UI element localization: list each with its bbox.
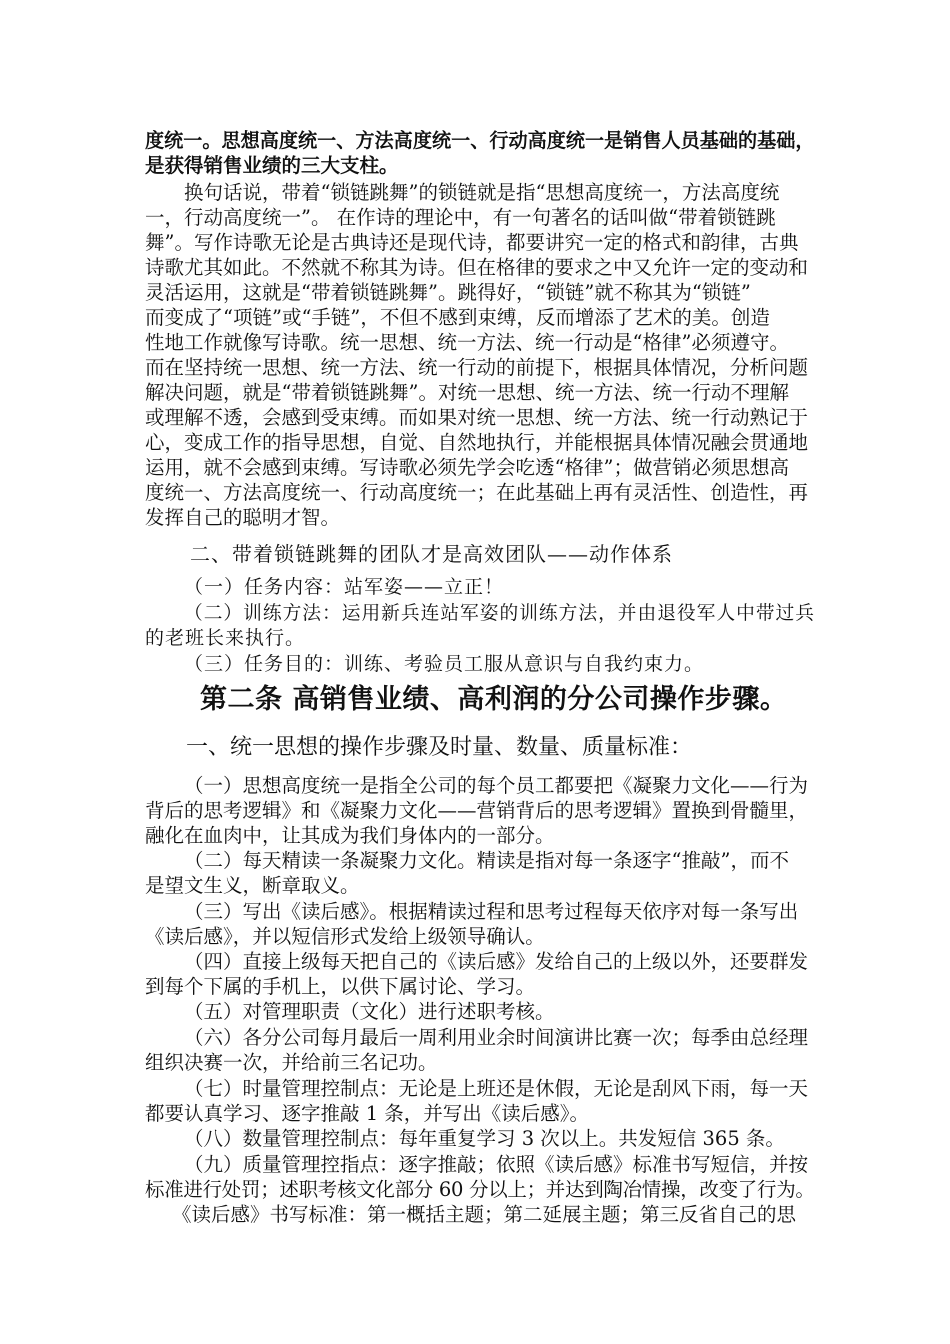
paragraph-line: 而变成了“项链”或“手链”，不但不感到束缚，反而增添了艺术的美。创造 bbox=[145, 306, 770, 329]
list-item: 标准进行处罚；述职考核文化部分 60 分以上；并达到陶冶情操，改变了行为。 bbox=[145, 1178, 815, 1201]
paragraph-line: 灵活运用，这就是“带着锁链跳舞”。跳得好，“锁链”就不称其为“锁链” bbox=[145, 281, 751, 304]
list-item: （二）每天精读一条凝聚力文化。精读是指对每一条逐字“推敲”，而不 bbox=[184, 849, 789, 872]
paragraph-line: 舞”。写作诗歌无论是古典诗还是现代诗，都要讲究一定的格式和韵律，古典 bbox=[145, 231, 799, 254]
task-item: 的老班长来执行。 bbox=[145, 627, 306, 649]
list-item: （九）质量管理控指点：逐字推敲；依照《读后感》标准书写短信，并按 bbox=[184, 1153, 809, 1176]
list-item: 融化在血肉中，让其成为我们身体内的一部分。 bbox=[145, 824, 555, 847]
paragraph-line: 发挥自己的聪明才智。 bbox=[145, 506, 341, 529]
article-title: 第二条 高销售业绩、高利润的分公司操作步骤。 bbox=[200, 684, 788, 715]
paragraph-line: 性地工作就像写诗歌。统一思想、统一方法、统一行动是“格律”必须遵守。 bbox=[145, 331, 789, 354]
list-item: 组织决赛一次，并给前三名记功。 bbox=[145, 1051, 438, 1074]
paragraph-line: 是获得销售业绩的三大支柱。 bbox=[145, 154, 399, 177]
list-item: （五）对管理职责（文化）进行述职考核。 bbox=[184, 1000, 555, 1023]
paragraph-line: 换句话说，带着“锁链跳舞”的锁链就是指“思想高度统一，方法高度统 bbox=[184, 181, 780, 204]
paragraph-line: 心，变成工作的指导思想，自觉、自然地执行，并能根据具体情况融会贯通地 bbox=[145, 431, 809, 454]
list-item: 到每个下属的手机上，以供下属讨论、学习。 bbox=[145, 975, 536, 998]
list-item: （七）时量管理控制点：无论是上班还是休假，无论是刮风下雨，每一天 bbox=[184, 1077, 809, 1100]
section-heading: 二、带着锁链跳舞的团队才是高效团队——动作体系 bbox=[190, 542, 673, 566]
paragraph-line: 诗歌尤其如此。不然就不称其为诗。但在格律的要求之中又允许一定的变动和 bbox=[145, 256, 809, 279]
list-item: （四）直接上级每天把自己的《读后感》发给自己的上级以外，还要群发 bbox=[184, 950, 809, 973]
list-item: 背后的思考逻辑》和《凝聚力文化——营销背后的思考逻辑》置换到骨髓里， bbox=[145, 799, 809, 822]
list-item: （八）数量管理控制点：每年重复学习 3 次以上。共发短信 365 条。 bbox=[184, 1127, 785, 1150]
list-item: 都要认真学习、逐字推敲 1 条，并写出《读后感》。 bbox=[145, 1102, 590, 1125]
task-item: （三）任务目的：训练、考验员工服从意识与自我约束力。 bbox=[184, 653, 705, 675]
list-item: （三）写出《读后感》。根据精读过程和思考过程每天依序对每一条写出 bbox=[184, 900, 799, 923]
article-subheading: 一、统一思想的操作步骤及时量、数量、质量标准： bbox=[186, 735, 693, 760]
paragraph-line: 或理解不透，会感到受束缚。而如果对统一思想、统一方法、统一行动熟记于 bbox=[145, 406, 809, 429]
paragraph-line: 运用，就不会感到束缚。写诗歌必须先学会吃透“格律”；做营销必须思想高 bbox=[145, 456, 789, 479]
paragraph-line: 度统一、方法高度统一、行动高度统一；在此基础上再有灵活性、创造性，再 bbox=[145, 481, 809, 504]
paragraph-line: 度统一。思想高度统一、方法高度统一、行动高度统一是销售人员基础的基础， bbox=[145, 129, 815, 152]
list-item: 是望文生义，断章取义。 bbox=[145, 874, 360, 897]
list-item: 《读后感》，并以短信形式发给上级领导确认。 bbox=[145, 925, 545, 948]
task-item: （一）任务内容：站军姿——立正！ bbox=[184, 576, 505, 598]
list-item: （六）各分公司每月最后一周利用业余时间演讲比赛一次；每季由总经理 bbox=[184, 1026, 809, 1049]
paragraph-line: 而在坚持统一思想、统一方法、统一行动的前提下，根据具体情况，分析问题 bbox=[145, 356, 809, 379]
task-item: （二）训练方法：运用新兵连站军姿的训练方法，并由退役军人中带过兵 bbox=[184, 602, 815, 624]
paragraph-line: 一，行动高度统一”。 在作诗的理论中，有一句著名的话叫做“带着锁链跳 bbox=[145, 206, 776, 229]
paragraph-line: 解决问题，就是“带着锁链跳舞”。对统一思想、统一方法、统一行动不理解 bbox=[145, 381, 789, 404]
list-item: 《读后感》书写标准：第一概括主题；第二延展主题；第三反省自己的思 bbox=[172, 1203, 797, 1226]
list-item: （一）思想高度统一是指全公司的每个员工都要把《凝聚力文化——行为 bbox=[184, 774, 809, 797]
